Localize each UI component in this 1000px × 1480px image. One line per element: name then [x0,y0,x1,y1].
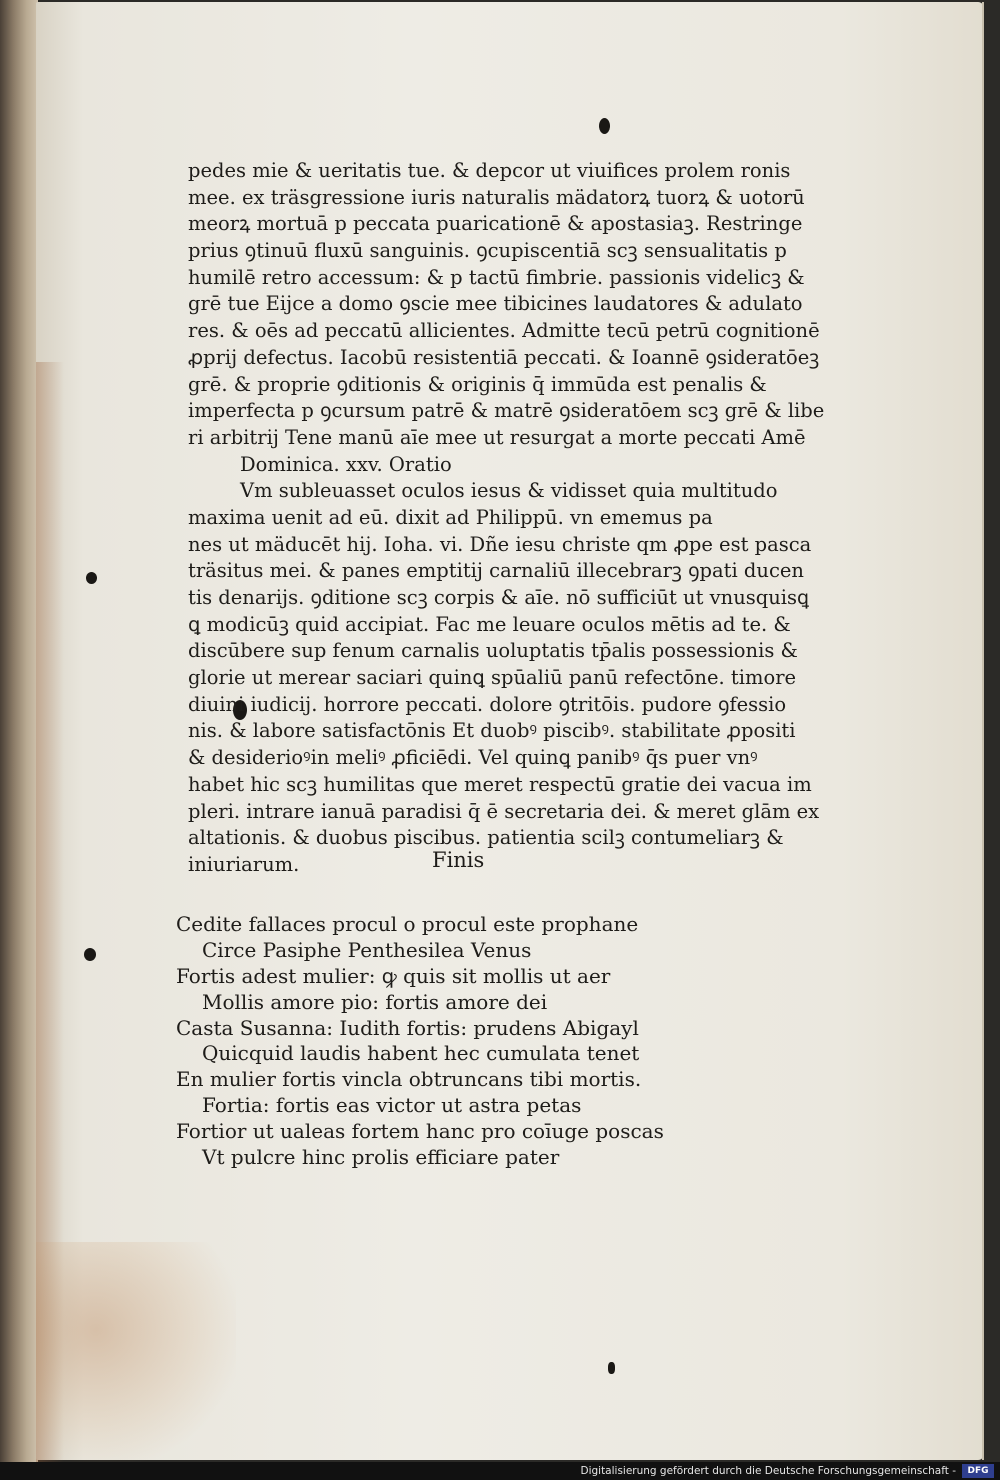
text-line: Vm subleuasset oculos iesus & vidisset quia multitudo [240,479,778,503]
text-line: ꝗ modicūꝫ quid accipiat. Fac me leuare oculos mētis ad te. & [188,612,791,636]
text-line: nis. & labore satisfactōnis Et duobꝰ piscibꝰ. stabilitate ꝓpositi [188,719,796,743]
dfg-logo: DFG [962,1464,994,1478]
book-binding [0,0,38,1462]
ink-blot [84,948,96,961]
ink-blot [86,572,97,584]
text-line: ꝓprij defectus. Iacobū resistentiā peccati. & Ioannē ꝯsideratōeꝫ [188,345,820,369]
section-title: Dominica. xxv. Oratio [240,452,452,476]
text-line: grē tue Eijce a domo ꝯscie mee tibicines laudatores & adulato [188,292,803,316]
text-line: tis denarijs. ꝯditione scꝫ corpis & aīe. nō sufficiūt ut vnusquisꝗ [188,586,810,609]
closing-verse [176,912,664,1171]
text-line: habet hic scꝫ humilitas que meret respectū gratie dei vacua im [188,772,812,796]
text-line: pleri. intrare ianuā paradisi q̄ ē secretaria dei. & meret glām ex [188,799,820,823]
finis-heading: Finis [432,848,485,872]
verse-line: En mulier fortis vincla obtruncans tibi mortis. [176,1067,642,1092]
page-edge [982,2,984,1460]
digitization-footer [0,1462,1000,1480]
text-line: res. & oēs ad peccatū allicientes. Admitte tecū petrū cognitionē [188,319,820,343]
text-line: imperfecta p ꝯcursum patrē & matrē ꝯsideratōem scꝫ grē & libe [188,399,825,423]
text-line: mee. ex träsgressione iuris naturalis mädatorꝝ tuorꝝ & uotorū [188,185,805,209]
footer-text: Digitalisierung gefördert durch die Deutsche Forschungsgemeinschaft - [580,1465,956,1477]
verse-line: Fortia: fortis eas victor ut astra petas [202,1093,582,1118]
verse-line: Fortis adest mulier: ꝙ quis sit mollis ut aer [176,963,611,988]
text-line: nes ut mäducēt hij. Ioha. vi. Dñe iesu christe qm ꝓpe est pasca [188,532,812,556]
main-text [188,158,825,879]
text-line: humilē retro accessum: & p tactū fimbrie. passionis videlicꝫ & [188,265,805,289]
verse-line: Circe Pasiphe Penthesilea Venus [202,937,532,962]
verse-line: Cedite fallaces procul o procul este prophane [176,912,639,936]
text-line: diuini iudicij. horrore peccati. dolore ꝯtritōis. pudore ꝯfessio [188,692,787,716]
verse-line: Mollis amore pio: fortis amore dei [202,989,548,1014]
verse-line: Quicquid laudis habent hec cumulata tenet [202,1041,640,1066]
verse-line: Vt pulcre hinc prolis efficiare pater [202,1145,560,1170]
text-line: iniuriarum. [188,852,300,876]
ink-blot [599,118,610,134]
text-line: grē. & proprie ꝯditionis & originis q̄ immūda est penalis & [188,372,767,396]
text-line: ri arbitrij Tene manū aīe mee ut resurgat a morte peccati Amē [188,425,806,449]
ink-blot [608,1362,615,1374]
text-line: & desiderioꝰin meliꝰ ꝓficiēdi. Vel quinꝗ panibꝰ q̄s puer vnꝰ [188,746,758,770]
text-line: maxima uenit ad eū. dixit ad Philippū. vn ememus pa [188,505,713,529]
text-line: prius ꝯtinuū fluxū sanguinis. ꝯcupiscentiā scꝫ sensualitatis p [188,239,787,263]
verse-line: Casta Susanna: Iudith fortis: prudens Abigayl [176,1015,639,1040]
verse-line: Fortior ut ualeas fortem hanc pro coīuge poscas [176,1119,664,1144]
text-line: glorie ut merear saciari quinꝗ spūaliū panū refectōne. timore [188,666,797,690]
water-stain [36,1242,236,1462]
text-line: altationis. & duobus piscibus. patientia scilꝫ contumeliarꝫ & [188,826,784,850]
text-line: träsitus mei. & panes emptitij carnaliū illecebrarꝫ ꝯpati ducen [188,559,804,583]
text-line: pedes mie & ueritatis tue. & depcor ut viuifices prolem ronis [188,159,791,182]
text-line: discūbere sup fenum carnalis uoluptatis tp̄alis possessionis & [188,639,798,663]
text-line: meorꝝ mortuā p peccata puaricationē & apostasiaꝫ. Restringe [188,212,803,236]
